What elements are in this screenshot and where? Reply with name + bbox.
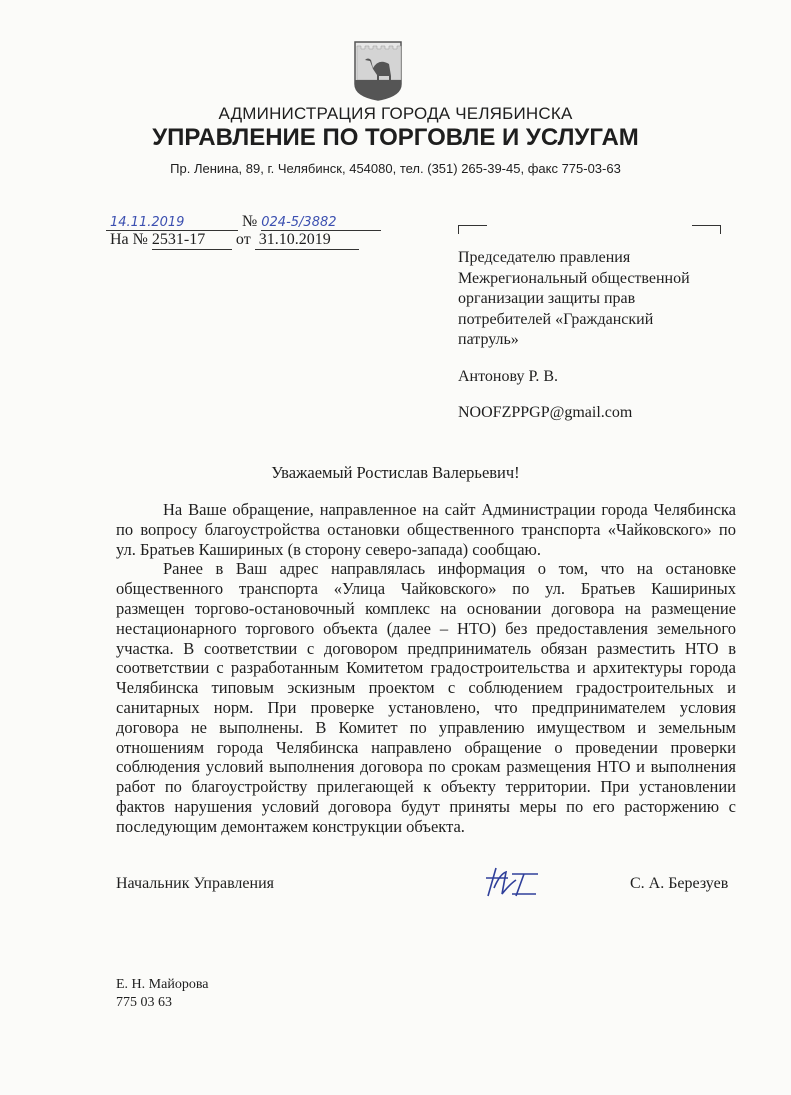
executor-block (116, 976, 208, 1012)
body-line: фактов нарушения условий договора будут приняты меры по его расторжению с (116, 796, 736, 816)
recipient-line: потребителей «Гражданский (458, 310, 654, 328)
department-title: УПРАВЛЕНИЕ ПО ТОРГОВЛЕ И УСЛУГАМ (152, 124, 639, 151)
body-line: договора не выполнены. В Комитет по управлению имуществом и земельным (116, 717, 736, 737)
body-line: размещен торгово-остановочный комплекс на основании договора на размещение (116, 598, 736, 618)
body-line: На Ваше обращение, направленное на сайт Администрации города Челябинска (163, 500, 736, 519)
letter-body (116, 500, 736, 837)
reference-from-label: от (235, 231, 251, 248)
body-line: санитарных норм. При проверке установлено, что предпринимателем условия (116, 697, 736, 717)
body-line: работ по благоустройству прилегающей к объекту территории. При установлении (116, 777, 736, 797)
city-coat-of-arms-logo (353, 40, 403, 102)
body-line: ул. Братьев Кашириных (в сторону северо-запада) сообщаю. (116, 539, 541, 559)
reference-date: 31.10.2019 (255, 231, 359, 250)
body-line: соблюдения условий выполнения договора по срокам размещения НТО и выполнения (116, 757, 736, 777)
executor-name: Е. Н. Майорова (116, 977, 209, 992)
executor-phone: 775 03 63 (116, 995, 172, 1010)
reference-prefix: На № (110, 231, 148, 248)
recipient-line: организации защиты прав (458, 290, 636, 307)
outgoing-number: 024-5/3882 (261, 215, 381, 231)
handwritten-signature (482, 860, 542, 900)
reference-number: 2531-17 (152, 231, 232, 250)
signatory-name: С. А. Березуев (630, 875, 729, 892)
body-line: Ранее в Ваш адрес направлялась информация о том, что на остановке (163, 559, 736, 579)
signatory-position: Начальник Управления (116, 875, 274, 892)
body-line: последующим демонтажем конструкции объекта. (116, 816, 465, 836)
recipient-line: патруль» (458, 331, 519, 348)
outgoing-date: 14.11.2019 (106, 215, 238, 231)
recipient-block (458, 248, 758, 424)
address-corner-right (692, 225, 721, 234)
outgoing-registration (106, 213, 381, 231)
recipient-email[interactable]: NOOFZPPGP@gmail.com (458, 404, 633, 421)
recipient-name: Антонову Р. В. (458, 367, 559, 385)
body-line: отношениям города Челябинска направлено обращение о проведении проверки (116, 737, 736, 757)
body-line: нестационарного торгового объекта (далее – НТО) без предоставления земельного (116, 618, 736, 638)
administration-title: АДМИНИСТРАЦИЯ ГОРОДА ЧЕЛЯБИНСКА (218, 104, 573, 123)
reference-registration (110, 231, 359, 250)
body-line: общественного транспорта «Улица Чайковского» по ул. Братьев Кашириных (116, 579, 736, 599)
recipient-line: Председателю правления (458, 249, 631, 266)
body-line: соответствии с разработанным Комитетом градостроительства и архитектуры города (116, 658, 736, 678)
outgoing-number-label: № (242, 213, 258, 230)
body-line: Челябинска типовым эскизным проектом с соблюдением градостроительных и (116, 678, 736, 698)
address-corner-left (458, 225, 487, 234)
department-address: Пр. Ленина, 89, г. Челябинск, 454080, тел. (351) 265-39-45, факс 775-03-63 (170, 161, 621, 176)
recipient-line: Межрегиональный общественной (458, 269, 690, 287)
body-line: по вопросу благоустройства остановки общественного транспорта «Чайковского» по (116, 519, 736, 539)
greeting: Уважаемый Ростислав Валерьевич! (271, 463, 520, 482)
body-line: участка. В соответствии с договором предприниматель обязан разместить НТО в (116, 638, 736, 658)
